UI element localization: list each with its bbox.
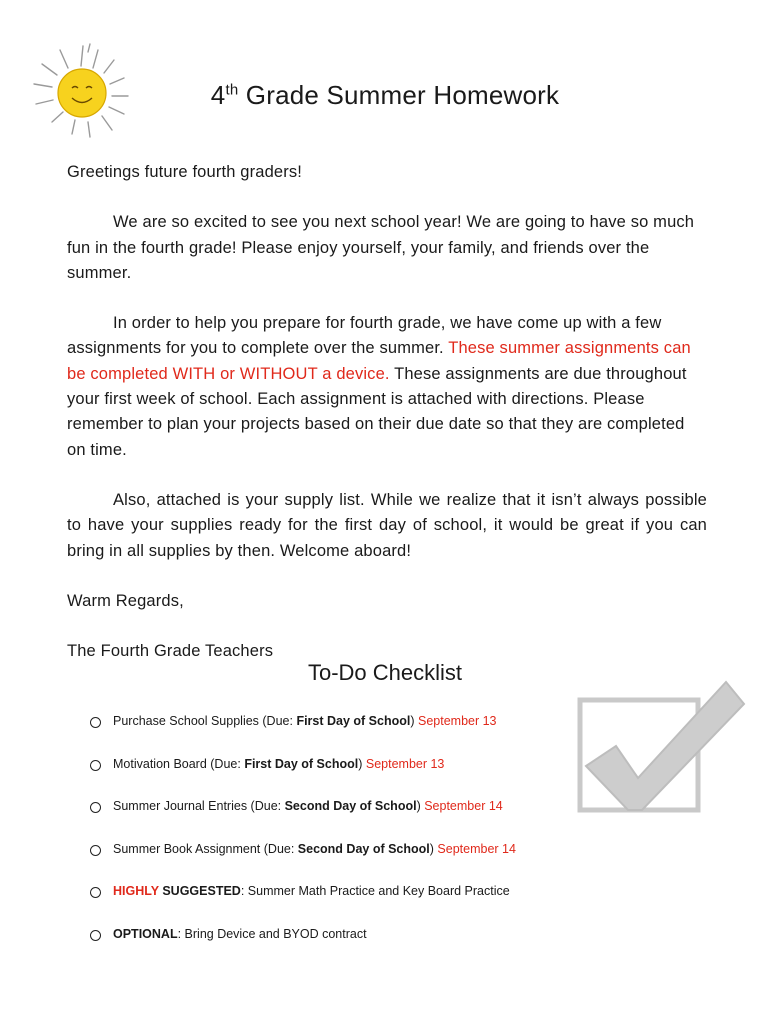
list-item-optional: OPTIONAL: Bring Device and BYOD contract bbox=[90, 927, 516, 970]
list-item: Motivation Board (Due: First Day of School) September 13 bbox=[90, 757, 516, 800]
list-item: Summer Journal Entries (Due: Second Day of School) September 14 bbox=[90, 799, 516, 842]
list-item: Summer Book Assignment (Due: Second Day of School) September 14 bbox=[90, 842, 516, 885]
checkbox-circle-icon[interactable] bbox=[90, 930, 101, 941]
checkbox-circle-icon[interactable] bbox=[90, 760, 101, 771]
todo-list bbox=[90, 714, 516, 970]
paragraph-2: In order to help you prepare for fourth grade, we have come up with a few assignments for you to complete over the summer. These summer assignments can be completed WITH or WITHOUT a device. These assignments are due throughout your first week of school. Each assignment is attached with directions. Please remember to plan your projects based on their due date so that they are completed on time. bbox=[67, 314, 691, 459]
closing: Warm Regards, bbox=[67, 591, 184, 610]
letter-body bbox=[67, 160, 707, 689]
paragraph-1: We are so excited to see you next school year! We are going to have so much fun in the fourth grade! Please enjoy yourself, your family, and friends over the summer. bbox=[67, 213, 695, 282]
checkmark-box-icon bbox=[576, 678, 748, 814]
checkbox-circle-icon[interactable] bbox=[90, 845, 101, 856]
paragraph-3: Also, attached is your supply list. While we realize that it isn’t always possible to have your supplies ready for the first day of school, it would be great if you can bring in all supplies by then. Welcome aboard! bbox=[67, 490, 707, 560]
list-item: Purchase School Supplies (Due: First Day of School) September 13 bbox=[90, 714, 516, 757]
checkbox-circle-icon[interactable] bbox=[90, 887, 101, 898]
list-item-suggested: HIGHLY SUGGESTED: Summer Math Practice and Key Board Practice bbox=[90, 884, 516, 927]
greeting: Greetings future fourth graders! bbox=[67, 163, 303, 181]
checklist-title: To-Do Checklist bbox=[307, 660, 463, 685]
checkbox-circle-icon[interactable] bbox=[90, 717, 101, 728]
page-title: 4th Grade Summer Homework bbox=[210, 80, 560, 110]
signature: The Fourth Grade Teachers bbox=[67, 642, 274, 661]
device-note: These summer assignments can be completed WITH or WITHOUT a device. bbox=[67, 339, 691, 383]
checkbox-circle-icon[interactable] bbox=[90, 802, 101, 813]
